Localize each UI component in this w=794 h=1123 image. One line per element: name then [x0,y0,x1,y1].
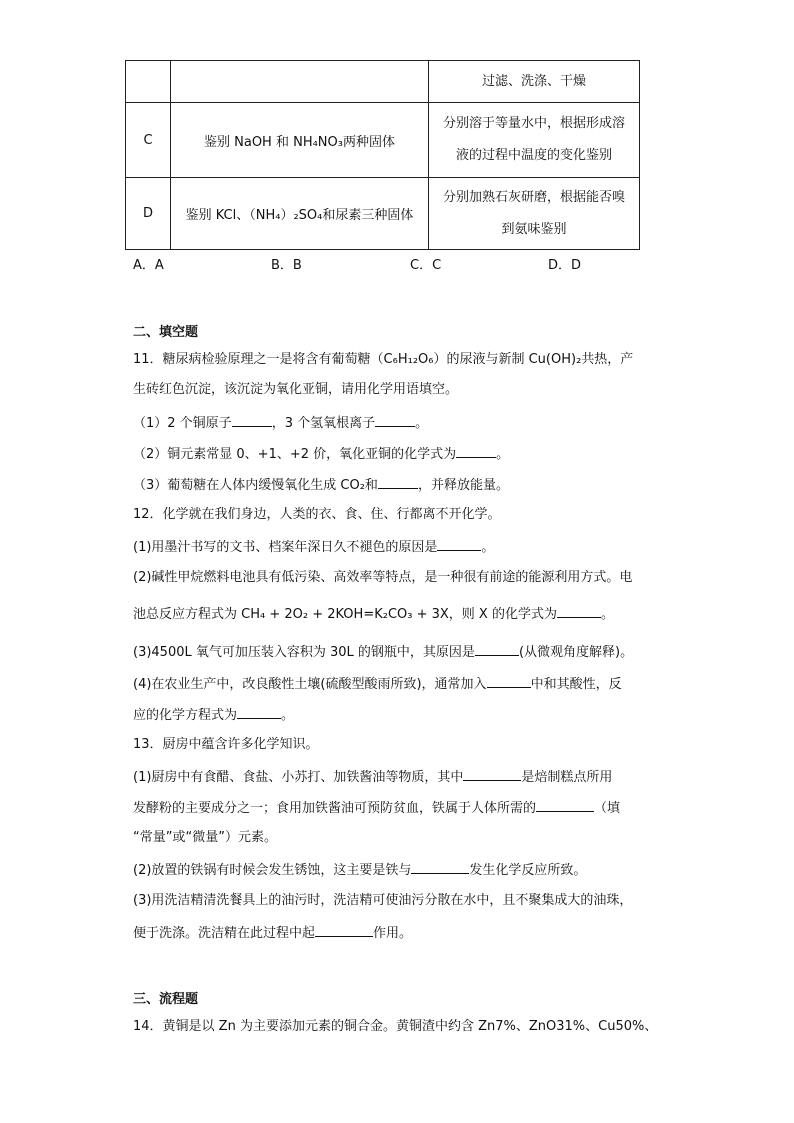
question-11-stem: 生砖红色沉淀，该沉淀为氧化亚铜，请用化学用语填空。 [133,382,459,397]
choice-a[interactable]: A．A [133,258,164,273]
section-heading: 二、填空题 [133,325,199,340]
task-cell: 鉴别 NaOH 和 NH₄NO₃两种固体 [171,103,429,178]
section-heading: 三、流程题 [133,992,199,1007]
question-12-part-4: (4)在农业生产中，改良酸性土壤(硫酸型酸雨所致)，通常加入 中和其酸性，反 [133,677,622,692]
question-12-part-3: (3)4500L 氧气可加压装入容积为 30L 的钢瓶中，其原因是 (从微观角度解释)。 [133,645,634,660]
answer-blank[interactable] [232,414,272,427]
answer-blank[interactable] [411,861,469,874]
question-13-stem: 13．厨房中蕴含许多化学知识。 [133,737,319,752]
question-11-part-1: （1）2 个铜原子 ，3 个氢氧根离子 。 [133,416,429,431]
answer-blank[interactable] [315,924,373,937]
answer-blank[interactable] [487,675,531,688]
question-13-part-2: (2)放置的铁锅有时候会发生锈蚀，这主要是铁与 发生化学反应所致。 [133,863,587,878]
task-cell: 鉴别 KCl、（NH₄）₂SO₄和尿素三种固体 [171,178,429,250]
choice-d[interactable]: D．D [548,258,582,273]
choice-c[interactable]: C．C [410,258,442,273]
question-11-part-3: （3）葡萄糖在人体内缓慢氧化生成 CO₂和 ，并释放能量。 [133,478,509,493]
table-cell: 过滤、洗涤、干燥 [429,61,640,103]
row-label: D [126,178,171,250]
row-label: C [126,103,171,178]
question-12-part-4: 应的化学方程式为 。 [133,708,295,723]
options-table [125,60,640,250]
question-12-part-2: (2)碱性甲烷燃料电池具有低污染、高效率等特点，是一种很有前途的能源利用方式。电 [133,570,633,585]
answer-blank[interactable] [536,799,594,812]
question-11-stem: 11．糖尿病检验原理之一是将含有葡萄糖（C₆H₁₂O₆）的尿液与新制 Cu(OH)₂共热，产 [133,352,634,367]
table-cell [171,61,429,103]
table-row [126,103,640,178]
question-12-part-1: (1)用墨汁书写的文书、档案年深日久不褪色的原因是 。 [133,540,495,555]
answer-blank[interactable] [475,643,519,656]
table-row [126,178,640,250]
question-13-part-1: “常量”或“微量”）元素。 [133,830,277,845]
question-14-stem: 14．黄铜是以 Zn 为主要添加元素的铜合金。黄铜渣中约含 Zn7%、ZnO31%、Cu50%、 [133,1019,658,1034]
answer-blank[interactable] [437,538,481,551]
answer-blank[interactable] [456,445,496,458]
question-12-stem: 12．化学就在我们身边，人类的衣、食、住、行都离不开化学。 [133,507,501,522]
table-row [126,61,640,103]
method-cell: 分别溶于等量水中，根据形成溶 液的过程中温度的变化鉴别 [429,103,640,178]
question-12-part-2: 池总反应方程式为 CH₄ + 2O₂ + 2KOH=K₂CO₃ + 3X，则 X 的化学式为 。 [133,607,614,622]
answer-blank[interactable] [557,605,601,618]
choice-b[interactable]: B．B [271,258,302,273]
question-13-part-3: (3)用洗洁精清洗餐具上的油污时，洗洁精可使油污分散在水中，且不聚集成大的油珠， [133,893,633,908]
answer-blank[interactable] [463,768,521,781]
question-11-part-2: （2）铜元素常显 0、+1、+2 价，氧化亚铜的化学式为 。 [133,447,510,462]
question-13-part-1: (1)厨房中有食醋、食盐、小苏打、加铁酱油等物质，其中 是焙制糕点所用 [133,770,613,785]
answer-blank[interactable] [237,706,281,719]
answer-blank[interactable] [375,414,415,427]
method-cell: 分别加熟石灰研磨，根据能否嗅 到氨味鉴别 [429,178,640,250]
question-13-part-1: 发酵粉的主要成分之一；食用加铁酱油可预防贫血，铁属于人体所需的 （填 [133,801,621,816]
answer-blank[interactable] [378,476,418,489]
table-cell [126,61,171,103]
question-13-part-3: 便于洗涤。洗洁精在此过程中起 作用。 [133,926,413,941]
